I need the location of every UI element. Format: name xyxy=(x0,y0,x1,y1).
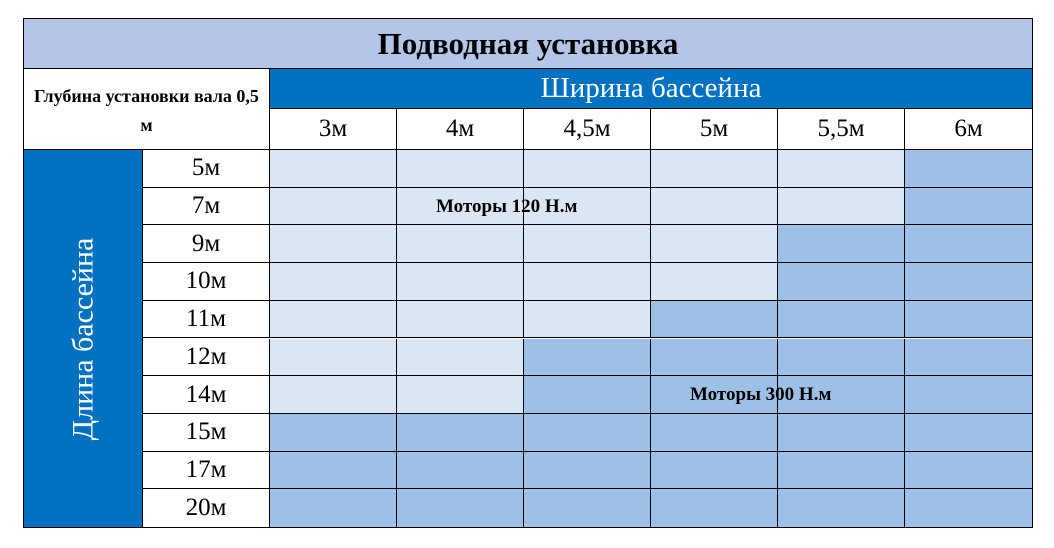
depth-label: Глубина установки вала 0,5 м xyxy=(24,69,270,150)
grid-cell xyxy=(524,301,651,339)
length-header-cell: 12м xyxy=(143,339,270,377)
grid-cell xyxy=(778,301,905,339)
length-header-cell: 5м xyxy=(143,150,270,188)
grid-cell xyxy=(270,489,397,527)
grid-cell xyxy=(905,150,1032,188)
grid-cell xyxy=(651,339,778,377)
grid-cell xyxy=(651,225,778,263)
grid-cell xyxy=(397,489,524,527)
grid-cell xyxy=(905,263,1032,301)
length-header-cell: 10м xyxy=(143,263,270,301)
grid-cell xyxy=(270,376,397,414)
grid-cell xyxy=(778,489,905,527)
grid-cell xyxy=(651,263,778,301)
grid-cell xyxy=(905,452,1032,490)
grid-cell xyxy=(397,376,524,414)
grid-cell xyxy=(397,414,524,452)
grid-cell xyxy=(524,263,651,301)
grid-cell xyxy=(270,263,397,301)
grid-cell xyxy=(651,452,778,490)
grid-cell xyxy=(524,452,651,490)
grid-cell xyxy=(778,225,905,263)
grid-cell xyxy=(651,489,778,527)
width-header-cell: 4м xyxy=(397,109,524,150)
grid-cell xyxy=(778,452,905,490)
grid-cell xyxy=(778,188,905,226)
grid-cell xyxy=(524,376,651,414)
length-header-cell: 7м xyxy=(143,188,270,226)
grid-cell xyxy=(270,225,397,263)
grid-cell xyxy=(270,414,397,452)
grid-cell xyxy=(651,414,778,452)
table-title: Подводная установка xyxy=(24,19,1032,69)
grid-cell xyxy=(270,452,397,490)
grid-cell xyxy=(778,339,905,377)
grid-cell xyxy=(524,414,651,452)
length-header-cell: 15м xyxy=(143,414,270,452)
width-header: Ширина бассейна xyxy=(270,69,1032,109)
grid-cell xyxy=(270,339,397,377)
grid-cell xyxy=(905,376,1032,414)
grid-cell xyxy=(397,225,524,263)
grid-cell xyxy=(397,263,524,301)
motor-selection-table xyxy=(23,18,1033,528)
grid-cell xyxy=(524,489,651,527)
grid-cell xyxy=(270,188,397,226)
length-header-text: Длина бассейна xyxy=(66,237,99,440)
grid-cell xyxy=(905,414,1032,452)
grid-cell xyxy=(397,301,524,339)
length-header-cell: 17м xyxy=(143,452,270,490)
grid-cell xyxy=(905,339,1032,377)
length-header-cell: 11м xyxy=(143,301,270,339)
grid-cell xyxy=(905,188,1032,226)
motor-120-label: Моторы 120 Н.м xyxy=(436,195,578,217)
grid-cell xyxy=(397,339,524,377)
grid-cell xyxy=(651,188,778,226)
width-header-cell: 3м xyxy=(270,109,397,150)
grid-cell xyxy=(651,301,778,339)
length-header-cell: 9м xyxy=(143,225,270,263)
grid-cell xyxy=(651,150,778,188)
grid-cell xyxy=(524,339,651,377)
grid-cell xyxy=(905,489,1032,527)
grid-cell xyxy=(397,150,524,188)
grid-cell xyxy=(778,150,905,188)
grid-cell xyxy=(524,150,651,188)
length-header-cell: 20м xyxy=(143,489,270,527)
width-header-cell: 5,5м xyxy=(778,109,905,150)
width-header-cell: 6м xyxy=(905,109,1032,150)
width-header-cell: 4,5м xyxy=(524,109,651,150)
grid-cell xyxy=(905,301,1032,339)
grid-cell xyxy=(397,452,524,490)
length-header-cell: 14м xyxy=(143,376,270,414)
grid-cell xyxy=(778,414,905,452)
grid-cell xyxy=(905,225,1032,263)
grid-cell xyxy=(778,263,905,301)
motor-300-label: Моторы 300 Н.м xyxy=(690,384,832,406)
length-header xyxy=(24,150,143,527)
grid-cell xyxy=(270,150,397,188)
width-header-cell: 5м xyxy=(651,109,778,150)
grid-cell xyxy=(270,301,397,339)
grid-cell xyxy=(524,225,651,263)
